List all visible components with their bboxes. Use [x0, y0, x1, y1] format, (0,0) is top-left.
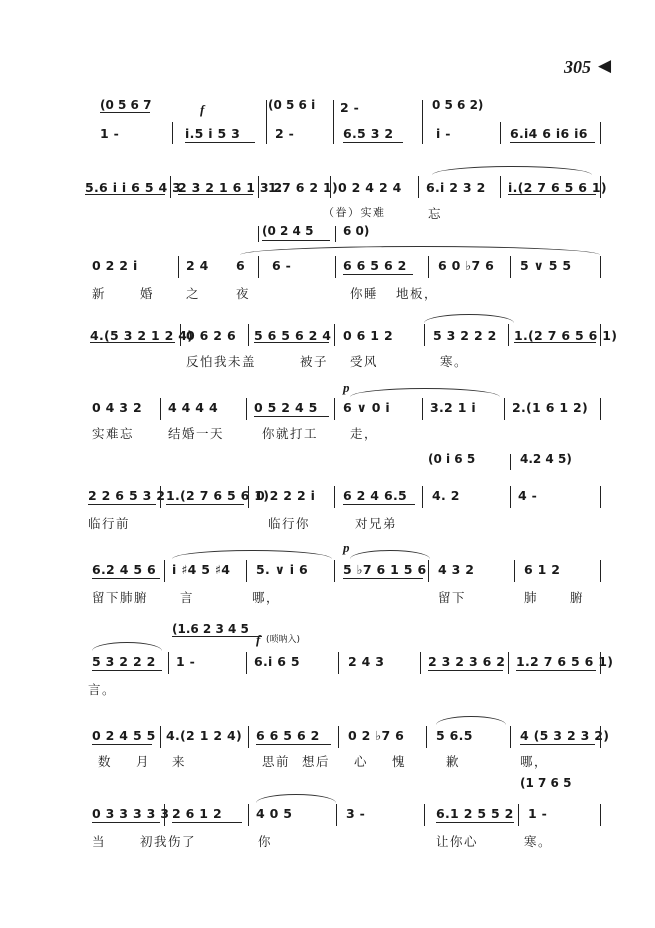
measure: 4 - [518, 488, 538, 503]
lyric: 受风 [350, 354, 379, 369]
lyric: 走， [350, 426, 379, 441]
lyric: 留下肺腑 [92, 590, 149, 605]
measure: 4 4 4 4 [168, 400, 218, 415]
measure: 0 6 2 6 [186, 328, 236, 343]
lyric: 数 [98, 754, 113, 769]
measure: 0 2 2 i [92, 258, 138, 273]
intro-phrase: (0 i 6 5 [428, 452, 476, 466]
intro-phrase: 0 5 6 2) [432, 98, 484, 112]
lyric: 你睡 [350, 286, 379, 301]
measure: 3.2 1 i [430, 400, 476, 415]
measure: 0 6 1 2 [343, 328, 393, 343]
lyric: 肺 [524, 590, 539, 605]
measure: 1.2 7 6 5 6 1) [516, 654, 614, 669]
measure: 6 ∨ 0 i [343, 400, 390, 415]
score-system-3 [0, 224, 655, 304]
instrument-cue: (唢呐入) [266, 635, 301, 645]
score-system-8 [0, 618, 655, 698]
measure: 6.i 6 5 [254, 654, 300, 669]
lyric: 寒。 [440, 354, 469, 369]
lyric: 哪， [520, 754, 549, 769]
lyric: 歉 [446, 754, 461, 769]
lyric: 反怕我未盖 [186, 354, 257, 369]
measure: 1.(2 7 6 5 6 1) [166, 488, 270, 503]
measure: 1 - [100, 126, 120, 141]
measure: 5 ♭7 6 1 5 6 [343, 562, 427, 577]
measure: 0 4 3 2 [92, 400, 142, 415]
measure: 2 4 3 [348, 654, 385, 669]
measure: 2 3 2 3 6 2 [428, 654, 506, 669]
dynamic-mark: f [200, 102, 205, 117]
measure: 4 3 2 [438, 562, 475, 577]
measure: 0 2 ♭7 6 [348, 728, 405, 743]
measure: 5 3 2 2 2 [433, 328, 497, 343]
score-system-10 [0, 776, 655, 856]
lyric: 夜 [236, 286, 251, 301]
measure: 0 5 2 4 5 [254, 400, 318, 415]
lyric: 结婚一天 [168, 426, 225, 441]
measure: 6.1 2 5 5 2 [436, 806, 514, 821]
score-system-5 [0, 380, 655, 460]
measure: 3 - [346, 806, 366, 821]
lyric: （眷）实难 [323, 206, 386, 219]
measure: 0 2 4 2 4 [338, 180, 402, 195]
measure: 4 0 5 [256, 806, 293, 821]
lyric: 心 [354, 754, 369, 769]
measure: 4.(5 3 2 1 2 4) [90, 328, 194, 343]
measure: 0 2 2 2 i [256, 488, 316, 503]
lyric: 思前 [262, 754, 291, 769]
measure: 5.6 i i 6 5 4 3 [85, 180, 182, 195]
measure: 6 6 5 6 2 [343, 258, 407, 273]
lyric: 留下 [438, 590, 467, 605]
score-system-6 [0, 452, 655, 532]
dynamic-mark: p [343, 540, 350, 555]
measure: 2 - [340, 100, 360, 115]
measure: 6 2 4 6.5 [343, 488, 407, 503]
measure: 6.i 2 3 2 [426, 180, 486, 195]
measure: 2 6 1 2 [172, 806, 222, 821]
measure: 6 6 5 6 2 [256, 728, 320, 743]
measure: 5 6.5 [436, 728, 473, 743]
measure: 6.5 3 2 [343, 126, 394, 141]
measure: 5 3 2 2 2 [92, 654, 156, 669]
lyric: 之 [186, 286, 201, 301]
lyric: 腑 [570, 590, 585, 605]
measure: 6 - [272, 258, 292, 273]
intro-phrase: (1.6 2 3 4 5 [172, 622, 249, 636]
measure: i - [436, 126, 451, 141]
lyric: 新 [92, 286, 107, 301]
measure: 0 2 4 5 5 [92, 728, 156, 743]
intro-phrase: 6 0) [343, 224, 370, 238]
lyric: 临行你 [268, 516, 311, 531]
lyric: 言。 [88, 682, 117, 697]
lyric: 你就打工 [262, 426, 319, 441]
dynamic-mark: p [343, 380, 350, 395]
lyric: 被子 [300, 354, 329, 369]
lyric: 让你心 [436, 834, 479, 849]
intro-phrase: 4.2 4 5) [520, 452, 572, 466]
measure: 1.7 6 2 1) [268, 180, 339, 195]
measure: 2 - [275, 126, 295, 141]
measure: 2 3 2 1 6 1 3 2 [178, 180, 283, 195]
lyric: 临行前 [88, 516, 131, 531]
lyric: 愧 [392, 754, 407, 769]
page-corner-icon: ◀ [598, 56, 612, 76]
lyric: 想后 [302, 754, 331, 769]
lyric: 当 [92, 834, 107, 849]
measure: i.5 i 5 3 [185, 126, 241, 141]
lyric: 实难忘 [92, 426, 135, 441]
lyric: 你 [258, 834, 273, 849]
measure: 5. ∨ i 6 [256, 562, 309, 577]
measure: 2 4 [186, 258, 209, 273]
measure: 2.(1 6 1 2) [512, 400, 589, 415]
measure: 4.(2 1 2 4) [166, 728, 243, 743]
page-number: 305 [564, 57, 591, 77]
dynamic-mark: f [256, 632, 261, 647]
lyric: 寒。 [524, 834, 553, 849]
measure: 0 3 3 3 3 3 [92, 806, 170, 821]
measure: 5 ∨ 5 5 [520, 258, 572, 273]
measure: i ♯4 5 ♯4 [172, 562, 231, 577]
measure: 6.i4 6 i6 i6 [510, 126, 588, 141]
measure: 6.2 4 5 6 [92, 562, 156, 577]
lyric: 来 [172, 754, 187, 769]
lyric: 对兄弟 [355, 516, 398, 531]
score-system-7 [0, 540, 655, 620]
measure: 1 - [176, 654, 196, 669]
measure: 1.(2 7 6 5 6 1) [514, 328, 618, 343]
intro-phrase: (0 5 6 7 [100, 98, 152, 112]
measure: 4 (5 3 2 3 2) [520, 728, 610, 743]
measure: 6 [236, 258, 245, 273]
lyric: 地板， [396, 286, 439, 301]
lyric: 言 [180, 590, 195, 605]
intro-phrase: (0 2 4 5 [262, 224, 314, 238]
measure: 2 2 6 5 3 2 [88, 488, 166, 503]
measure: 1 - [528, 806, 548, 821]
measure: 6 1 2 [524, 562, 561, 577]
lyric: 初我伤了 [140, 834, 197, 849]
lyric: 月 [136, 754, 151, 769]
measure: 5 6 5 6 2 4 [254, 328, 332, 343]
lyric: 哪， [252, 590, 281, 605]
score-system-1 [0, 98, 655, 178]
lyric: 忘 [428, 206, 443, 221]
measure: 4. 2 [432, 488, 460, 503]
intro-phrase: (0 5 6 i [268, 98, 316, 112]
intro-phrase: (1 7 6 5 [520, 776, 572, 790]
measure: 6 0 ♭7 6 [438, 258, 495, 273]
measure: i.(2 7 6 5 6 1) [508, 180, 607, 195]
lyric: 婚 [140, 286, 155, 301]
